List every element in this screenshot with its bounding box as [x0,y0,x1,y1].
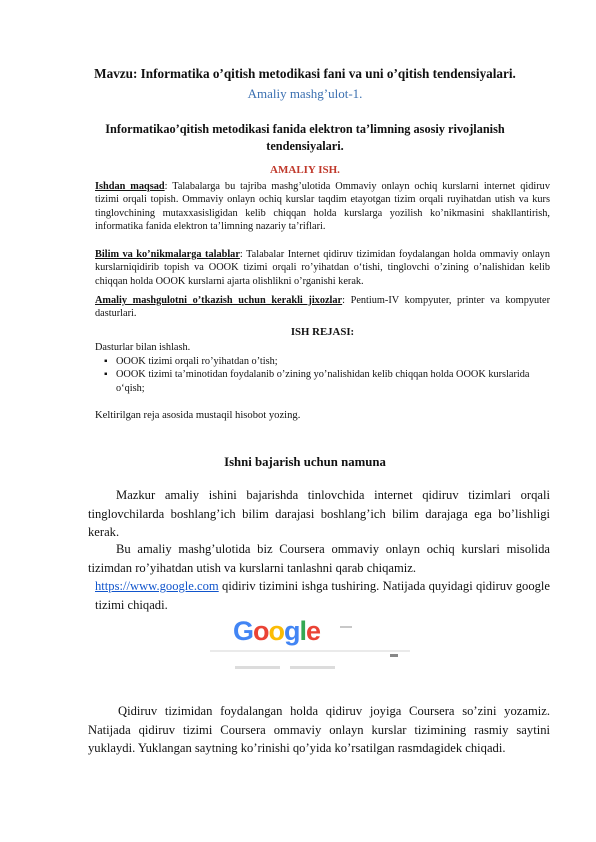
aim-paragraph [95,180,550,234]
paragraph-3 [95,577,550,614]
topic-line-1: Informatikao’qitish metodikasi fanida elektron ta’limning asosiy rivojlanish [105,122,505,136]
plan-intro: Dasturlar bilan ishlash. [95,342,191,353]
plan-list [102,355,550,395]
paragraph-2: Bu amaliy mashg’ulotida biz Coursera ommaviy onlayn ochiq kurslari misolida tizimdan ro’yihatdan utish va kurslarni tanlashni qarab chiqamiz. [88,542,550,575]
search-button[interactable] [235,666,280,669]
plan-item: ▪ OOOK tizimi ta’minotidan foydalanib o’zining yo’nalishidan kelib chiqqan holda OOOK kurslarida o‘qish; [102,368,550,395]
google-logo: Google [233,616,321,646]
aim-label: Ishdan maqsad [95,181,165,192]
amaliy-ish-heading: AMALIY ISH. [270,164,340,176]
google-screenshot [195,614,410,672]
paragraph-3-text: qidiriv tizimini ishga tushiring. Natijada quyidagi qidiruv google tizimi chiqadi. [95,579,550,612]
sample-heading: Ishni bajarish uchun namuna [224,455,386,469]
plan-note: Keltirilgan reja asosida mustaqil hisobot yozing. [95,410,301,421]
paragraph-1: Mazkur amaliy ishini bajarishda tinlovchida internet qidiruv tizimlari orqali tinglovchilarda boshlang’ich bilim darajasi boshlang’ich bilim darajaga ega bo’lishligi kerak. [88,488,550,540]
requirements-label: Bilim va ko’nikmalarga talablar [95,249,240,260]
document-title: Mavzu: Informatika o’qitish metodikasi fani va uni o’qitish tendensiyalari. [94,66,516,81]
lucky-button[interactable] [290,666,335,669]
topic-line-2: tendensiyalari. [266,139,344,153]
dash-icon [390,654,398,657]
equipment-paragraph [95,294,550,321]
google-link[interactable]: https://www.google.com [95,579,219,593]
requirements-paragraph [95,248,550,288]
document-subtitle: Amaliy mashg’ulot-1. [247,86,363,101]
plan-item: ▪ OOOK tizimi orqali ro’yihatdan o’tish; [102,355,550,368]
aim-text: : Talabalarga bu tajriba mashg’ulotida Ommaviy onlayn ochiq kurslarni internet qidiruv tizimi orqali topish. Ommaviy onlayn ochiq kurslar taqdim etayotgan tizim orqali ruyihatdan utish va kurs tinglovchining mutaxxasisligidan kelib chiqqan holda kurslarga yozilish ko’nikmasini shakllantirish, informatika fanida elektron ta’limning nazariy ta’riflari. [95,181,550,233]
requirements-text: : Talabalar Internet qidiruv tizimidan foydalangan holda ommaviy onlayn kurslarniqidirib topish va OOOK tizimi orqali ro’yihatdan o‘tishi, tinglovchi o’zining o’nalishidan kelib chiqqan holda OOOK kurslarni ajarta olishlikni o’rganishi kerak. [95,249,550,287]
search-box[interactable] [210,650,410,652]
equipment-text: : Pentium-IV kompyuter, printer va kompyuter dasturlari. [95,295,550,320]
plan-heading: ISH REJASI: [290,326,355,338]
equipment-label: Amaliy mashgulotni o’tkazish uchun kerakli jixozlar [95,295,343,306]
paragraph-4: Qidiruv tizimidan foydalangan holda qidiruv joyiga Coursera so’zini yozamiz. Natijada qidiruv tizimi Coursera ommaviy onlayn kurslar tizimining rasmiy saytini yuklaydi. Yuklangan saytning ko’rinishi qo’yida ko’rsatilgan rasmdagidek chiqadi. [88,704,550,756]
topic-heading [60,121,550,155]
decor-line-icon [340,626,352,628]
